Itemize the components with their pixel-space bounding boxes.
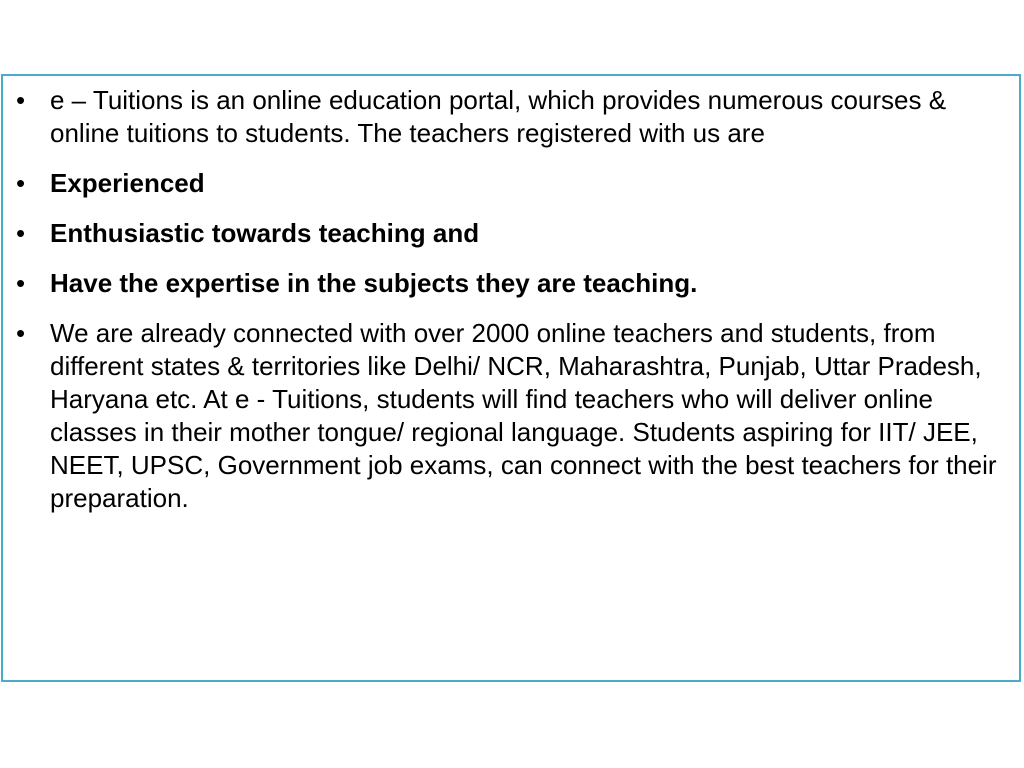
bullet-item-enthusiastic <box>16 217 1016 250</box>
bullet-list <box>16 84 1016 532</box>
bullet-icon: • <box>16 168 26 198</box>
bullet-icon: • <box>16 318 26 348</box>
bullet-item-intro <box>16 84 1016 150</box>
bullet-icon: • <box>16 85 26 115</box>
bullet-text: e – Tuitions is an online education portal, which provides numerous courses & online tuitions to students. The teachers registered with us are <box>50 85 947 148</box>
bullet-item-connected <box>16 317 1016 515</box>
bullet-icon: • <box>16 268 26 298</box>
bullet-text: Have the expertise in the subjects they are teaching. <box>50 268 698 298</box>
bullet-icon: • <box>16 218 26 248</box>
bullet-item-experienced <box>16 167 1016 200</box>
bullet-text: Experienced <box>50 168 205 198</box>
bullet-text: Enthusiastic towards teaching and <box>50 218 480 248</box>
bullet-text: We are already connected with over 2000 online teachers and students, from different states & territories like Delhi/ NCR, Maharashtra, Punjab, Uttar Pradesh, Haryana etc. At e - Tuitions, students will find teachers who will deliver online classes in their mother tongue/ regional language. Students aspiring for IIT/ JEE, NEET, UPSC, Government job exams, can connect with the best teachers for their preparation. <box>50 318 997 513</box>
bullet-item-expertise <box>16 267 1016 300</box>
